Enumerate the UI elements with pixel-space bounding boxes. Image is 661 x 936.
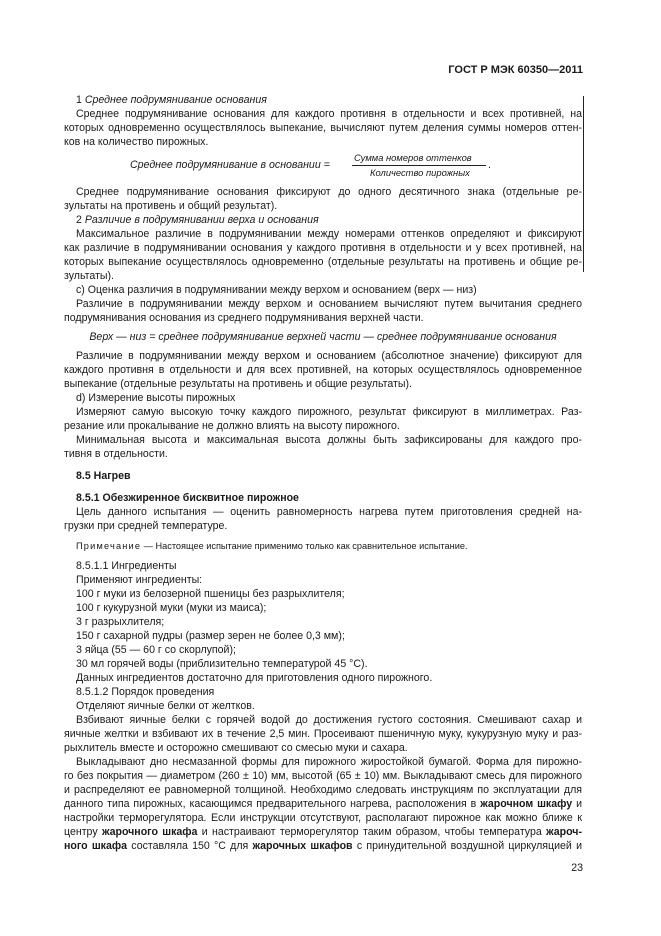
paragraph-line: резание или прокалывание не должно влиять на высоту пирожного. [64,420,400,432]
formula-denominator: Количество пирожных [370,167,470,178]
paragraph-line: настройки терморегулятора. Если инструкции отсутствуют, располагают пирожное как можно ближе к [64,812,582,824]
section-heading-8-5: 8.5 Нагрев [76,470,131,482]
note: Примечание — Настоящее испытание применимо только как сравнительное испытание. [76,541,468,551]
paragraph-line: Цель данного испытания — оценить равномерность нагрева путем приготовления средней на- [76,506,582,518]
paragraph-line: рыхлитель вместе и осторожно смешивают со смесью муки и сахара. [64,742,408,754]
page-number: 23 [571,862,583,874]
paragraph-line: и распределяют ее равномерной толщиной. Необходимо следовать инструкциям по эксплуатации для [64,784,582,796]
item-1-heading: 1 Среднее подрумянивание основания [76,94,267,106]
paragraph-line: Измеряют самую высокую точку каждого пирожного, результат фиксируют в миллиметрах. Раз- [76,406,582,418]
paragraph-line: грузки при средней температуре. [64,520,228,532]
paragraph-line: тивня в отдельности. [64,448,168,460]
item-d-heading: d) Измерение высоты пирожных [76,392,236,404]
paragraph-line: данного типа пирожных, касающимся предварительного нагрева, расположения в жарочном шкафу и [64,798,582,810]
paragraph-line: зультаты на противень и общий результат). [64,200,278,212]
fraction-bar [352,165,486,166]
paragraph-line: го без покрытия — диаметром (260 ± 10) мм, высотой (65 ± 10) мм. Выкладывают смесь для пирожного [64,770,582,782]
ingredient-item: 100 г кукурузной муки (муки из маиса); [76,602,267,614]
paragraph-line: Среднее подрумянивание основания для каждого противня в отдельности и всех противней, на [76,108,582,120]
paragraph-line: подрумянивания основания из среднего подрумянивания верхней части. [64,312,424,324]
ingredient-item: 100 г муки из белозерной пшеницы без разрыхлителя; [76,588,345,600]
paragraph-line: Взбивают яичные белки с горячей водой до достижения густого состояния. Смешивают сахар и [76,714,582,726]
paragraph-line: Данных ингредиентов достаточно для приготовления одного пирожного. [76,672,433,684]
change-bar [583,96,584,272]
note-label: Примечание [76,541,142,551]
ingredient-item: 150 г сахарной пудры (размер зерен не более 0,3 мм); [76,630,345,642]
paragraph-line: Различие в подрумянивании между верхом и основанием вычисляют путем вычитания среднего [76,298,582,310]
item-2-heading: 2 Различие в подрумянивании верха и основания [76,214,319,226]
formula-numerator: Сумма номеров оттенков [354,152,472,163]
paragraph-line: которых выпекание осуществлялось одновременно (отдельные результаты на противень и общие ре- [64,256,582,268]
subsection-heading-8-5-1-1: 8.5.1.1 Ингредиенты [76,560,177,572]
paragraph-line: ков на количество пирожных. [64,136,209,148]
paragraph-line: ного шкафа составляла 150 °C для жарочных шкафов с принудительной воздушной циркуляцией и [64,840,582,852]
paragraph-line: яичные желтки и взбивают их в течение 2,5 мин. Просеивают пшеничную муку, кукурузную муку и раз- [64,728,582,740]
paragraph-line: Применяют ингредиенты: [76,574,203,586]
section-heading-8-5-1: 8.5.1 Обезжиренное бисквитное пирожное [76,492,299,504]
paragraph-line: выпекание (отдельные результаты на противень и общие результаты). [64,378,412,390]
paragraph-line: Различие в подрумянивании между верхом и основанием (абсолютное значение) фиксируют для [76,350,582,362]
ingredient-item: 30 мл горячей воды (приблизительно температурой 45 °C). [76,658,368,670]
paragraph-line: Максимальное различие в подрумянивании между номерами оттенков определяют и фиксируют [76,228,582,240]
paragraph-line: центру жарочного шкафа и настраивают терморегулятор таким образом, чтобы температура жароч- [64,826,582,838]
paragraph-line: зультаты). [64,270,115,282]
paragraph-line: Отделяют яичные белки от желтков. [76,700,255,712]
paragraph-line: Среднее подрумянивание основания фиксируют до одного десятичного знака (отдельные ре- [76,186,582,198]
ingredient-item: 3 г разрыхлителя; [76,616,165,628]
paragraph-line: Выкладывают дно несмазанной формы для пирожного жиростойкой бумагой. Форма для пирожно- [76,756,582,768]
ingredient-item: 3 яйца (55 — 60 г со скорлупой); [76,644,236,656]
paragraph-line: как различие в подрумянивании основания у каждого противня в отдельности и у всех противней, на [64,242,582,254]
formula-top-minus-bottom: Верх — низ = среднее подрумянивание верхней части — среднее подрумянивание основания [89,331,557,343]
item-c-heading: c) Оценка различия в подрумянивании между верхом и основанием (верх — низ) [76,284,477,296]
subsection-heading-8-5-1-2: 8.5.1.2 Порядок проведения [76,686,215,698]
paragraph-line: Минимальная высота и максимальная высота должны быть зафиксированы для каждого про- [76,434,582,446]
paragraph-line: каждого противня в отдельности и для всех противней, на которых осуществлялось одновременное [64,364,582,376]
paragraph-line: которых одновременно осуществлялось выпекание, вычисляют путем деления суммы номеров оттен- [64,122,582,134]
formula-average-browning: Среднее подрумянивание в основании = Сумма номеров оттенков Количество пирожных . [130,152,491,178]
formula-lhs: Среднее подрумянивание в основании = [130,159,330,171]
document-header: ГОСТ Р МЭК 60350—2011 [448,64,583,76]
